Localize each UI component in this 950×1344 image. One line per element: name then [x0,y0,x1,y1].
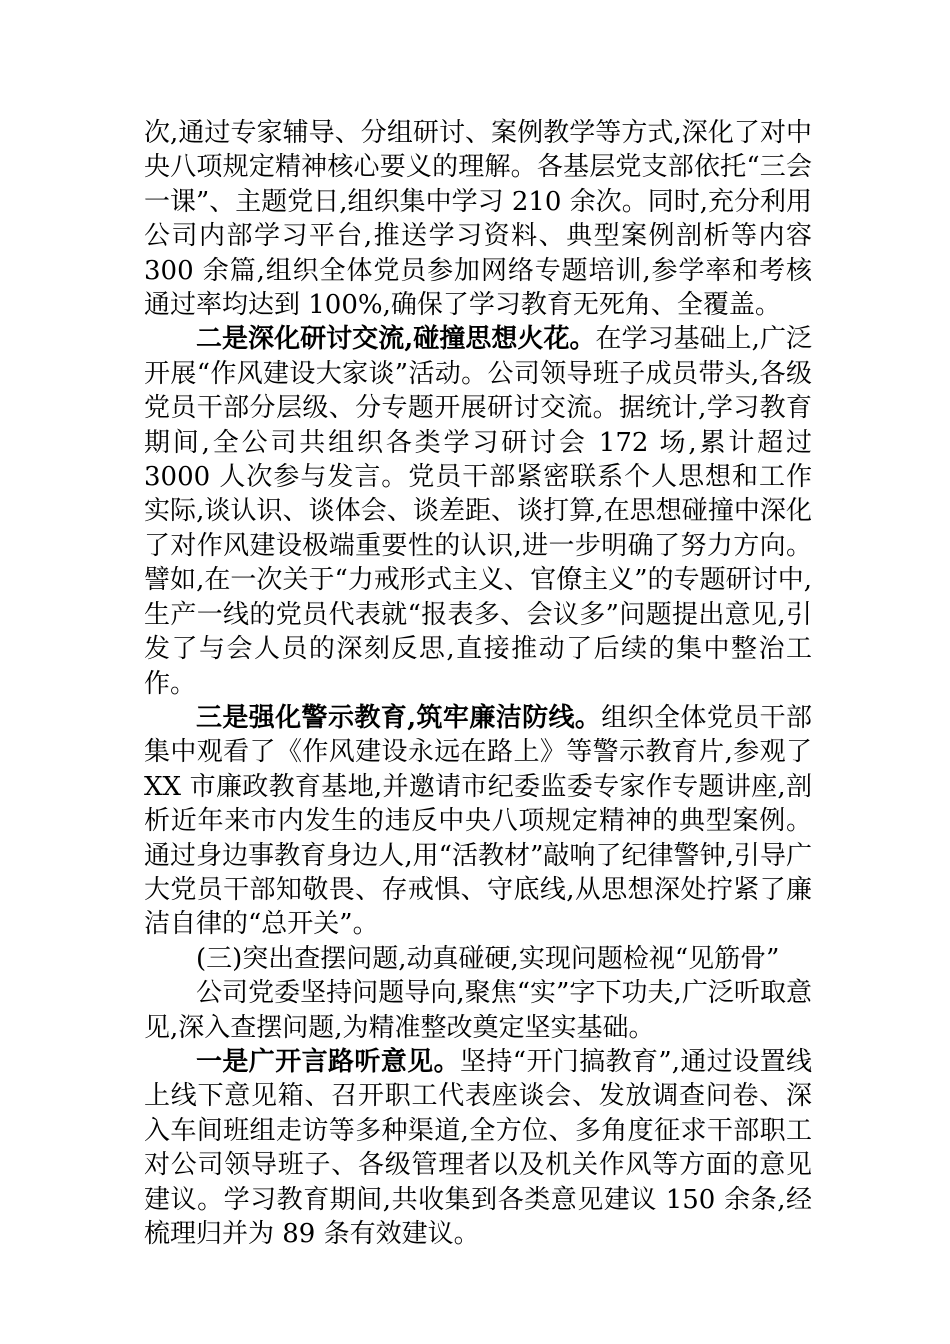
paragraph-text: 坚持“开门搞教育”,通过设置线上线下意见箱、召开职工代表座谈会、发放调查问卷、深入车间班组走访等多种渠道,全方位、多角度征求干部职工对公司领导班子、各级管理者以及机关作风等方面的意见建议。学习教育期间,共收集到各类意见建议 150 余条,经梳理归并为 89 条有效建议。 [144,1046,812,1249]
paragraph-seminar-exchange [144,322,812,700]
paragraph-warning-education [144,701,812,942]
paragraph-text: 公司党委坚持问题导向,聚焦“实”字下功夫,广泛听取意见,深入查摆问题,为精准整改奠定坚实基础。 [144,978,812,1043]
section-heading-text: (三)突出查摆问题,动真碰硬,实现问题检视“见筋骨” [196,943,780,974]
paragraph-text: 次,通过专家辅导、分组研讨、案例教学等方式,深化了对中央八项规定精神核心要义的理解。各基层党支部依托“三会一课”、主题党日,组织集中学习 210 余次。同时,充分利用公司内部学习平台,推送学习资料、典型案例剖析等内容 300 余篇,组织全体党员参加网络专题培训,参学率和考核通过率均达到 100%,确保了学习教育无死角、全覆盖。 [144,118,812,321]
paragraph-problem-orientation [144,976,812,1045]
document-body [144,116,812,1251]
paragraph-lead-heading: 三是强化警示教育,筑牢廉洁防线。 [196,702,602,733]
paragraph-collect-opinions [144,1045,812,1251]
paragraph-lead-heading: 一是广开言路听意见。 [196,1046,460,1077]
paragraph-text: 组织全体党员干部集中观看了《作风建设永远在路上》等警示教育片,参观了XX 市廉政教育基地,并邀请市纪委监委专家作专题讲座,剖析近年来市内发生的违反中央八项规定精神的典型案例。通过身边事教育身边人,用“活教材”敲响了纪律警钟,引导广大党员干部知敬畏、存戒惧、守底线,从思想深处拧紧了廉洁自律的“总开关”。 [144,702,812,940]
section-heading-problem-review [144,942,812,976]
paragraph-text: 在学习基础上,广泛开展“作风建设大家谈”活动。公司领导班子成员带头,各级党员干部分层级、分专题开展研讨交流。据统计,学习教育期间,全公司共组织各类学习研讨会 172 场,累计超过 3000 人次参与发言。党员干部紧密联系个人思想和工作实际,谈认识、谈体会、谈差距、谈打算,在思想碰撞中深化了对作风建设极端重要性的认识,进一步明确了努力方向。譬如,在一次关于“力戒形式主义、官僚主义”的专题研讨中,生产一线的党员代表就“报表多、会议多”问题提出意见,引发了与会人员的深刻反思,直接推动了后续的集中整治工作。 [144,324,812,699]
paragraph-study-coverage [144,116,812,322]
paragraph-lead-heading: 二是深化研讨交流,碰撞思想火花。 [196,324,596,355]
